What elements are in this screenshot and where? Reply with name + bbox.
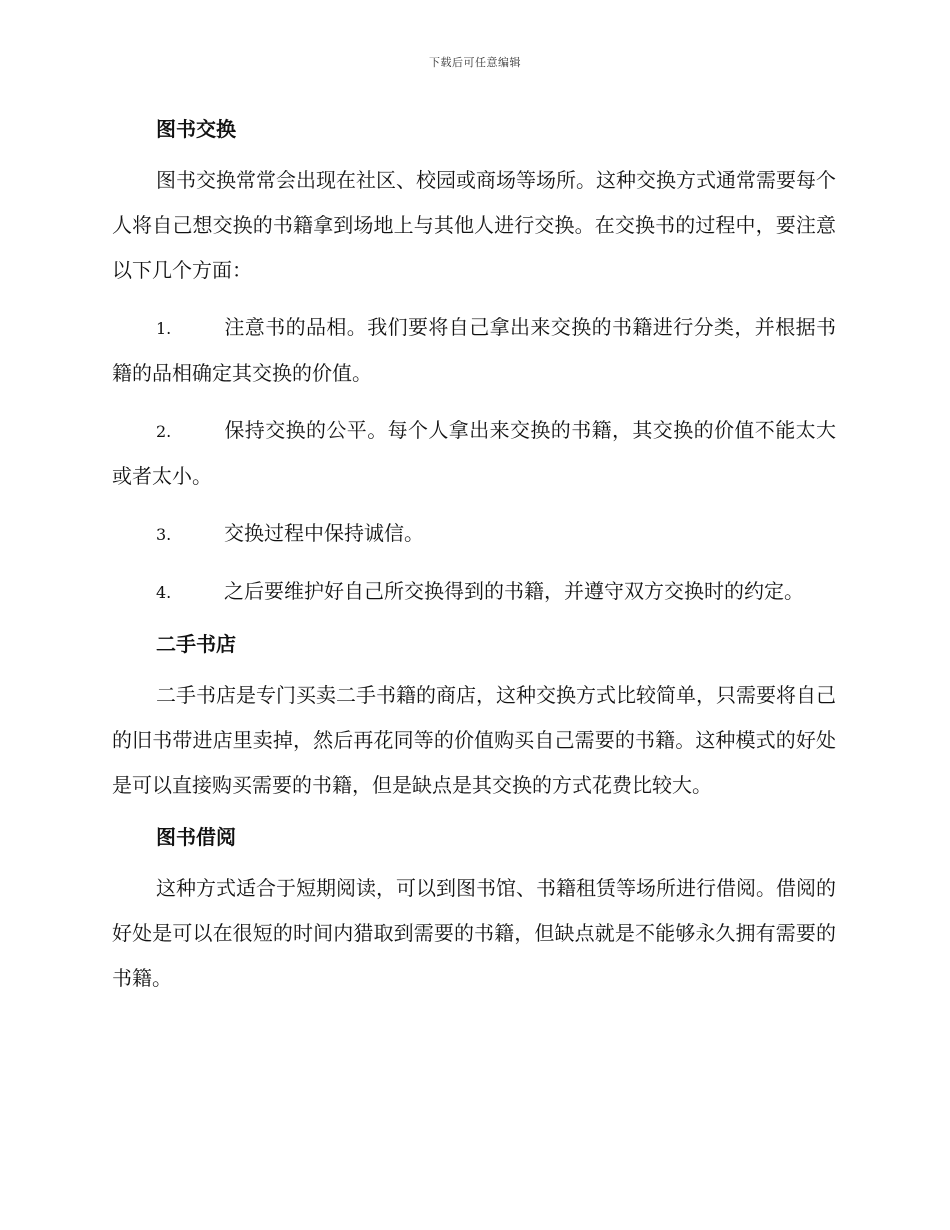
list-item: [112, 408, 836, 499]
section-heading-secondhand-bookstore: 二手书店: [156, 632, 236, 656]
list-item: [112, 569, 836, 615]
section-paragraph-secondhand-bookstore: 二手书店是专门买卖二手书籍的商店，这种交换方式比较简单，只需要将自己的旧书带进店里卖掉，然后再花同等的价值购买自己需要的书籍。这种模式的好处是可以直接购买需要的书籍，但是缺点是其交换的方式花费比较大。: [112, 683, 836, 797]
section-paragraph-book-exchange: 图书交换常常会出现在社区、校园或商场等场所。这种交换方式通常需要每个人将自己想交换的书籍拿到场地上与其他人进行交换。在交换书的过程中，要注意以下几个方面：: [112, 168, 836, 282]
list-item: [112, 511, 836, 557]
list-item-text: 之后要维护好自己所交换得到的书籍，并遵守双方交换时的约定。: [224, 579, 804, 603]
document-body: [112, 112, 836, 1013]
section-heading-book-borrowing: 图书借阅: [156, 825, 236, 849]
list-item-text: 交换过程中保持诚信。: [224, 521, 424, 545]
list-item-number: 1.: [156, 319, 172, 338]
section-paragraph-book-borrowing: 这种方式适合于短期阅读，可以到图书馆、书籍租赁等场所进行借阅。借阅的好处是可以在很短的时间内猎取到需要的书籍，但缺点就是不能够永久拥有需要的书籍。: [112, 876, 836, 990]
list-item-text: 注意书的品相。我们要将自己拿出来交换的书籍进行分类，并根据书籍的品相确定其交换的价值。: [112, 315, 836, 385]
section-heading-book-exchange: 图书交换: [156, 117, 236, 141]
list-item-number: 2.: [156, 422, 172, 441]
list-item-text: 保持交换的公平。每个人拿出来交换的书籍，其交换的价值不能太大或者太小。: [112, 418, 836, 488]
list-item: [112, 305, 836, 396]
page-header: 下载后可任意编辑: [429, 56, 521, 69]
list-item-number: 4.: [156, 583, 172, 602]
list-item-number: 3.: [156, 525, 172, 544]
